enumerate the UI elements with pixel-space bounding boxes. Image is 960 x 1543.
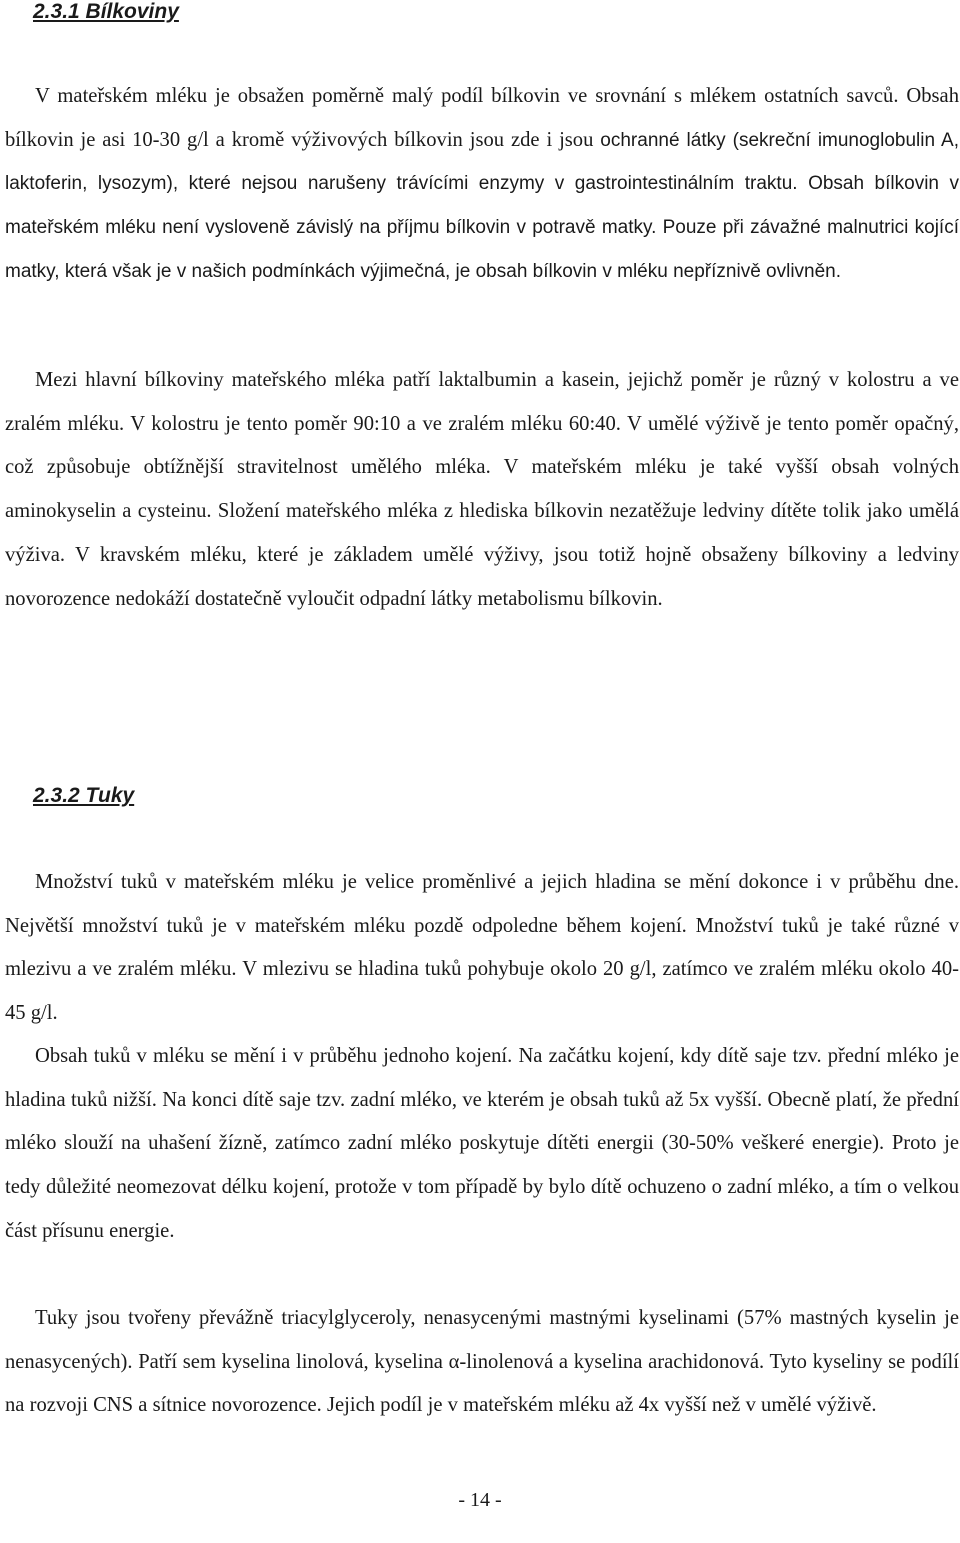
section-heading-bilkoviny: 2.3.1 Bílkoviny [33,0,179,23]
section-heading-tuky: 2.3.2 Tuky [33,784,135,807]
paragraph-text-sans: ochranné látky (sekreční imunoglobulin A, laktoferin, lysozym), které nejsou narušeny trávícími enzymy v gastrointestinálním traktu. Obsah bílkovin v mateřském mléku není vysloveně závislý na příjmu bílkovin v potravě matky. Pouze při závažné malnutrici kojící matky, která však je v našich podmínkách výjimečná, je obsah bílkovin v mléku nepříznivě ovlivněn. [5,129,959,282]
paragraph-tuky-2: Obsah tuků v mléku se mění i v průběhu jednoho kojení. Na začátku kojení, kdy dítě saje tzv. přední mléko je hladina tuků nižší. Na konci dítě saje tzv. zadní mléko, ve kterém je obsah tuků až 5x vyšší. Obecně platí, že přední mléko slouží na uhašení žízně, zatímco zadní mléko poskytuje dítěti energii (30-50% veškeré energie). Proto je tedy důležité neomezovat délku kojení, protože v tom případě by bylo dítě ochuzeno o zadní mléko, a tím o velkou část přísunu energie. [5,1045,959,1242]
paragraph-bilkoviny-2: Mezi hlavní bílkoviny mateřského mléka patří laktalbumin a kasein, jejichž poměr je různý v kolostru a ve zralém mléku. V kolostru je tento poměr 90:10 a ve zralém mléku 60:40. V umělé výživě je tento poměr opačný, což způsobuje obtížnější stravitelnost umělého mléka. V mateřském mléku je také vyšší obsah volných aminokyselin a cysteinu. Složení mateřského mléka z hlediska bílkovin nezatěžuje ledviny dítěte tolik jako umělá výživa. V kravském mléku, které je základem umělé výživy, jsou totiž hojně obsaženy bílkoviny a ledviny novorozence nedokáží dostatečně vyloučit odpadní látky metabolismu bílkovin. [5,369,959,610]
paragraph-bilkoviny-1 [5,75,959,294]
page-number: - 14 - [458,1489,502,1511]
paragraph-tuky-1: Množství tuků v mateřském mléku je velice proměnlivé a jejich hladina se mění dokonce i v průběhu dne. Největší množství tuků je v mateřském mléku pozdě odpoledne během kojení. Množství tuků je také různé v mlezivu a ve zralém mléku. V mlezivu se hladina tuků pohybuje okolo 20 g/l, zatímco ve zralém mléku okolo 40-45 g/l. [5,871,959,1025]
paragraph-text-serif: V mateřském mléku je obsažen poměrně malý podíl bílkovin ve srovnání s mlékem ostatních savců. Obsah bílkovin je asi 10-30 g/l a kromě výživových bílkovin jsou zde i jsou [5,85,959,151]
paragraph-tuky-3: Tuky jsou tvořeny převážně triacylglyceroly, nenasycenými mastnými kyselinami (57% mastných kyselin je nenasycených). Patří sem kyselina linolová, kyselina α-linolenová a kyselina arachidonová. Tyto kyseliny se podílí na rozvoji CNS a sítnice novorozence. Jejich podíl je v mateřském mléku až 4x vyšší než v umělé výživě. [5,1307,959,1417]
